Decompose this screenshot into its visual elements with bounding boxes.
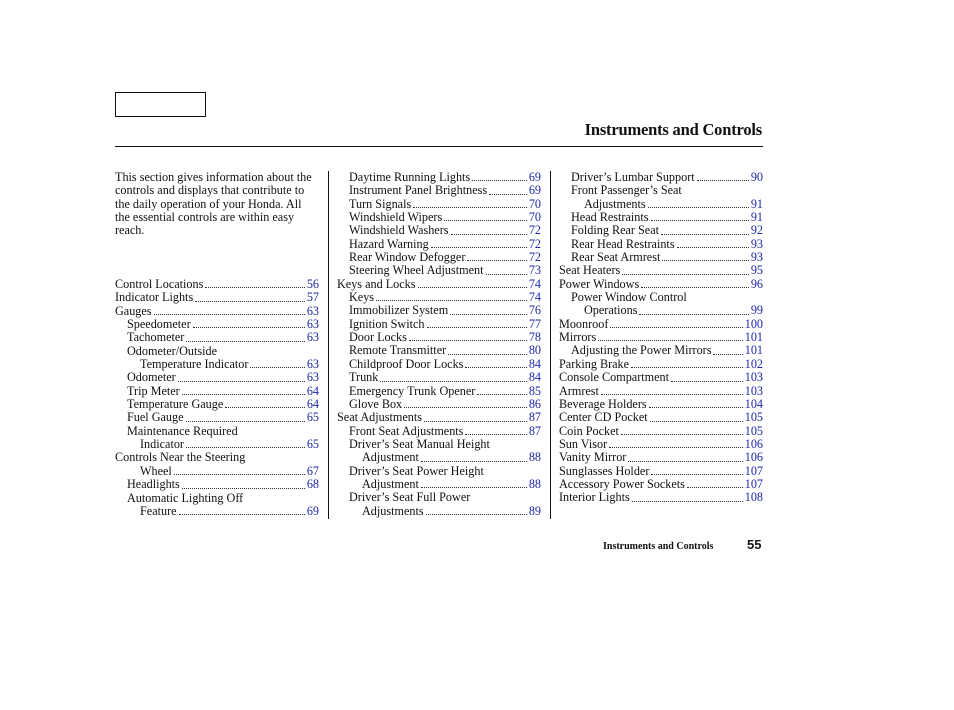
page-link[interactable]: 63 <box>306 357 319 372</box>
leader-dots <box>609 446 743 448</box>
page-link[interactable]: 76 <box>528 303 541 318</box>
index-entry[interactable] <box>337 344 541 357</box>
index-entry[interactable] <box>559 304 763 317</box>
index-entry-label: Accessory Power Sockets <box>559 476 685 491</box>
index-entry[interactable] <box>337 398 541 411</box>
leader-dots <box>421 460 527 462</box>
title-rule <box>115 146 763 147</box>
leader-dots <box>186 420 305 422</box>
index-entry-label: Vanity Mirror <box>559 450 627 465</box>
index-entry-label: Sun Visor <box>559 436 608 451</box>
index-entry-label: Keys and Locks <box>337 276 416 291</box>
leader-dots <box>628 460 742 462</box>
page-link[interactable]: 80 <box>528 343 541 358</box>
index-entry-label: Trunk <box>349 370 379 385</box>
page-link[interactable]: 69 <box>528 183 541 198</box>
index-entry[interactable] <box>559 264 763 277</box>
index-entry-label: Door Locks <box>349 330 407 345</box>
index-entry[interactable] <box>559 211 763 224</box>
page-link[interactable]: 84 <box>528 370 541 385</box>
page-link[interactable]: 88 <box>528 476 541 491</box>
page-link[interactable]: 72 <box>528 236 541 251</box>
index-entry-label: Driver’s Seat Full Power <box>349 490 471 505</box>
index-entry-label: Wheel <box>140 463 172 478</box>
index-entry[interactable] <box>559 478 763 491</box>
index-entry-label: Front Passenger’s Seat <box>571 183 682 198</box>
index-entry-label: Seat Heaters <box>559 263 621 278</box>
leader-dots <box>154 313 305 315</box>
index-entry[interactable] <box>559 451 763 464</box>
page-link[interactable]: 78 <box>528 330 541 345</box>
page-link[interactable]: 106 <box>744 436 763 451</box>
index-entry[interactable] <box>115 438 319 451</box>
index-entry-label: Windshield Washers <box>349 223 449 238</box>
leader-dots <box>413 206 527 208</box>
index-entry-label: Odometer <box>127 370 176 385</box>
intro-paragraph: This section gives information about the controls and displays that contribute to the daily operation of your Honda. All the essential controls are within easy reach. <box>115 170 312 238</box>
leader-dots <box>631 366 743 368</box>
index-entry-label: Automatic Lighting Off <box>127 490 244 505</box>
page-title: Instruments and Controls <box>584 120 762 139</box>
index-entry-label: Instrument Panel Brightness <box>349 183 488 198</box>
leader-dots <box>225 406 305 408</box>
index-entry-label: Seat Adjustments <box>337 410 422 425</box>
index-entry[interactable] <box>337 304 541 317</box>
leader-dots <box>677 246 749 248</box>
index-entry[interactable] <box>337 238 541 251</box>
leader-dots <box>205 286 304 288</box>
leader-dots <box>662 259 748 261</box>
index-entry-label: Moonroof <box>559 316 609 331</box>
index-entry-label: Rear Head Restraints <box>571 236 675 251</box>
leader-dots <box>467 259 526 261</box>
index-entry-label: Hazard Warning <box>349 236 429 251</box>
index-entry[interactable] <box>337 505 541 518</box>
page-link[interactable]: 86 <box>528 396 541 411</box>
leader-dots <box>427 326 527 328</box>
index-entry[interactable] <box>115 305 319 318</box>
page-link[interactable]: 63 <box>306 370 319 385</box>
page-link[interactable]: 74 <box>528 290 541 305</box>
index-entry[interactable] <box>337 318 541 331</box>
leader-dots <box>632 500 743 502</box>
index-entry[interactable] <box>559 198 763 211</box>
index-entry-label: Fuel Gauge <box>127 410 184 425</box>
column-divider <box>328 171 329 519</box>
index-entry-label: Driver’s Seat Power Height <box>349 463 484 478</box>
leader-dots <box>489 193 527 195</box>
index-entry[interactable] <box>559 278 763 291</box>
index-entry[interactable] <box>337 251 541 264</box>
index-entry[interactable] <box>559 238 763 251</box>
leader-dots <box>687 486 743 488</box>
leader-dots <box>610 326 742 328</box>
leader-dots <box>250 366 304 368</box>
index-entry[interactable] <box>115 398 319 411</box>
page-link[interactable]: 72 <box>528 223 541 238</box>
index-entry-label: Windshield Wipers <box>349 210 443 225</box>
leader-dots <box>418 286 527 288</box>
index-entry-label: Adjustments <box>584 196 646 211</box>
index-entry[interactable] <box>115 505 319 518</box>
index-entry[interactable] <box>115 478 319 491</box>
leader-dots <box>174 473 305 475</box>
index-entry[interactable] <box>559 171 763 184</box>
page-link[interactable]: 72 <box>528 250 541 265</box>
index-entry[interactable] <box>337 371 541 384</box>
page-link[interactable]: 63 <box>306 317 319 332</box>
index-entry[interactable] <box>115 385 319 398</box>
index-entry-label: Armrest <box>559 383 599 398</box>
leader-dots <box>421 486 527 488</box>
index-entry-label: Parking Brake <box>559 356 630 371</box>
leader-dots <box>639 313 748 315</box>
index-entry[interactable] <box>337 184 541 197</box>
index-entry[interactable] <box>559 251 763 264</box>
page-link[interactable]: 89 <box>528 503 541 518</box>
page-link[interactable]: 92 <box>750 223 763 238</box>
leader-dots <box>178 380 305 382</box>
index-entry <box>559 291 763 304</box>
index-column-1 <box>115 171 319 518</box>
page-link[interactable]: 63 <box>306 303 319 318</box>
index-entry <box>559 184 763 197</box>
index-entry-label: Temperature Indicator <box>140 357 249 372</box>
index-entry <box>337 465 541 478</box>
page-link[interactable]: 70 <box>528 210 541 225</box>
page-link[interactable]: 103 <box>744 370 763 385</box>
page-link[interactable]: 56 <box>306 277 319 291</box>
leader-dots <box>426 513 527 515</box>
leader-dots <box>649 406 743 408</box>
leader-dots <box>465 366 526 368</box>
page-link[interactable]: 100 <box>744 316 763 331</box>
leader-dots <box>380 380 526 382</box>
page-link[interactable]: 70 <box>528 196 541 211</box>
index-entry-label: Adjustment <box>362 450 419 465</box>
index-entry-label: Emergency Trunk Opener <box>349 383 476 398</box>
index-entry-label: Daytime Running Lights <box>349 170 471 184</box>
page-link[interactable]: 87 <box>528 410 541 425</box>
leader-dots <box>651 219 749 221</box>
page-link[interactable]: 67 <box>306 463 319 478</box>
index-entry-label: Controls Near the Steering <box>115 450 246 465</box>
index-entry-label: Adjusting the Power Mirrors <box>571 343 712 358</box>
index-column-3 <box>559 171 763 505</box>
index-entry[interactable] <box>337 278 541 291</box>
index-entry[interactable] <box>559 344 763 357</box>
leader-dots <box>186 340 304 342</box>
leader-dots <box>444 219 527 221</box>
page-link[interactable]: 105 <box>744 423 763 438</box>
page-link[interactable]: 57 <box>306 290 319 305</box>
index-entry[interactable] <box>115 358 319 371</box>
index-entry[interactable] <box>559 358 763 371</box>
leader-dots <box>661 233 749 235</box>
index-entry[interactable] <box>337 425 541 438</box>
index-entry[interactable] <box>115 291 319 304</box>
page-link[interactable]: 65 <box>306 410 319 425</box>
index-entry-label: Ignition Switch <box>349 316 425 331</box>
leader-dots <box>431 246 527 248</box>
leader-dots <box>650 420 743 422</box>
index-entry[interactable] <box>559 398 763 411</box>
index-entry[interactable] <box>337 198 541 211</box>
leader-dots <box>648 206 749 208</box>
index-entry-label: Keys <box>349 290 375 305</box>
index-entry[interactable] <box>337 291 541 304</box>
index-entry <box>115 345 319 358</box>
index-entry[interactable] <box>559 465 763 478</box>
index-entry[interactable] <box>115 465 319 478</box>
index-entry[interactable] <box>115 331 319 344</box>
index-entry-label: Driver’s Seat Manual Height <box>349 436 490 451</box>
leader-dots <box>641 286 749 288</box>
page-link[interactable]: 107 <box>744 463 763 478</box>
leader-dots <box>404 406 527 408</box>
section-tab-box <box>115 92 206 117</box>
page-number: 55 <box>747 537 762 552</box>
page-link[interactable]: 99 <box>750 303 763 318</box>
index-entry-label: Center CD Pocket <box>559 410 648 425</box>
index-entry-label: Interior Lights <box>559 490 630 505</box>
page-link[interactable]: 93 <box>750 250 763 265</box>
leader-dots <box>486 273 527 275</box>
leader-dots <box>182 487 305 489</box>
page-link[interactable]: 101 <box>744 330 763 345</box>
page-link[interactable]: 68 <box>306 477 319 492</box>
leader-dots <box>195 300 305 302</box>
leader-dots <box>451 233 527 235</box>
leader-dots <box>622 273 749 275</box>
index-entry-label: Front Seat Adjustments <box>349 423 464 438</box>
index-list-3 <box>559 171 763 505</box>
index-entry-label: Gauges <box>115 303 152 318</box>
page-link[interactable]: 104 <box>744 396 763 411</box>
page-link[interactable]: 105 <box>744 410 763 425</box>
index-entry-label: Headlights <box>127 477 180 492</box>
page-link[interactable]: 64 <box>306 397 319 412</box>
page-link[interactable]: 108 <box>744 490 763 505</box>
index-entry-label: Turn Signals <box>349 196 412 211</box>
page-link[interactable]: 107 <box>744 476 763 491</box>
index-entry-label: Feature <box>140 503 177 518</box>
page-link[interactable]: 95 <box>750 263 763 278</box>
footer-section-label: Instruments and Controls <box>603 541 714 552</box>
index-entry-label: Adjustment <box>362 476 419 491</box>
page-link[interactable]: 93 <box>750 236 763 251</box>
index-entry[interactable] <box>559 438 763 451</box>
index-entry[interactable] <box>337 385 541 398</box>
leader-dots <box>697 179 749 181</box>
leader-dots <box>376 299 527 301</box>
index-list-1 <box>115 278 319 518</box>
page-link[interactable]: 103 <box>744 383 763 398</box>
index-entry[interactable] <box>559 371 763 384</box>
index-entry[interactable] <box>337 411 541 424</box>
page-link[interactable]: 91 <box>750 210 763 225</box>
index-entry <box>337 491 541 504</box>
page-link[interactable]: 69 <box>306 503 319 518</box>
index-entry[interactable] <box>337 171 541 184</box>
index-entry-label: Remote Transmitter <box>349 343 447 358</box>
index-entry-label: Adjustments <box>362 503 424 518</box>
index-entry[interactable] <box>559 331 763 344</box>
leader-dots <box>409 339 527 341</box>
page-link[interactable]: 96 <box>750 276 763 291</box>
leader-dots <box>424 420 527 422</box>
page-link[interactable]: 101 <box>744 343 763 358</box>
index-entry-label: Beverage Holders <box>559 396 647 411</box>
index-entry[interactable] <box>115 278 319 291</box>
page-link[interactable]: 90 <box>750 170 763 184</box>
index-entry-label: Indicator <box>140 437 184 452</box>
index-entry <box>115 451 319 464</box>
page-link[interactable]: 69 <box>528 170 541 184</box>
leader-dots <box>450 313 527 315</box>
index-entry[interactable] <box>115 371 319 384</box>
index-entry-label: Immobilizer System <box>349 303 449 318</box>
leader-dots <box>193 326 305 328</box>
index-entry[interactable] <box>559 425 763 438</box>
index-entry[interactable] <box>115 411 319 424</box>
index-entry-label: Control Locations <box>115 277 204 291</box>
index-entry[interactable] <box>337 264 541 277</box>
page-link[interactable]: 77 <box>528 316 541 331</box>
page-link[interactable]: 106 <box>744 450 763 465</box>
index-entry[interactable] <box>337 224 541 237</box>
index-entry <box>115 425 319 438</box>
index-entry[interactable] <box>337 358 541 371</box>
index-entry-label: Temperature Gauge <box>127 397 224 412</box>
page-link[interactable]: 74 <box>528 276 541 291</box>
index-entry[interactable] <box>559 385 763 398</box>
index-entry-label: Folding Rear Seat <box>571 223 660 238</box>
page-link[interactable]: 91 <box>750 196 763 211</box>
leader-dots <box>477 393 526 395</box>
index-entry-label: Coin Pocket <box>559 423 619 438</box>
page-link[interactable]: 63 <box>306 330 319 345</box>
index-column-2 <box>337 171 541 518</box>
page-link[interactable]: 85 <box>528 383 541 398</box>
page-link[interactable]: 102 <box>744 356 763 371</box>
index-entry-label: Childproof Door Locks <box>349 356 464 371</box>
index-entry[interactable] <box>559 491 763 504</box>
page-link[interactable]: 88 <box>528 450 541 465</box>
leader-dots <box>179 513 305 515</box>
index-entry[interactable] <box>337 331 541 344</box>
page-link[interactable]: 87 <box>528 423 541 438</box>
leader-dots <box>448 353 527 355</box>
index-entry-label: Console Compartment <box>559 370 670 385</box>
column-divider <box>550 171 551 519</box>
index-entry-label: Rear Seat Armrest <box>571 250 661 265</box>
page-link[interactable]: 65 <box>306 437 319 452</box>
index-entry[interactable] <box>337 211 541 224</box>
leader-dots <box>598 339 742 341</box>
leader-dots <box>186 446 305 448</box>
page-link[interactable]: 73 <box>528 263 541 278</box>
index-entry-label: Maintenance Required <box>127 423 238 438</box>
index-list-2 <box>337 171 541 518</box>
index-entry-label: Mirrors <box>559 330 597 345</box>
leader-dots <box>713 353 742 355</box>
index-entry-label: Indicator Lights <box>115 290 194 305</box>
leader-dots <box>472 179 527 181</box>
index-entry-label: Trip Meter <box>127 383 180 398</box>
index-entry-label: Steering Wheel Adjustment <box>349 263 484 278</box>
index-entry[interactable] <box>337 478 541 491</box>
page-link[interactable]: 84 <box>528 356 541 371</box>
index-entry[interactable] <box>559 224 763 237</box>
leader-dots <box>465 433 526 435</box>
leader-dots <box>671 380 743 382</box>
index-entry-label: Power Windows <box>559 276 640 291</box>
index-entry <box>115 492 319 505</box>
index-entry[interactable] <box>559 411 763 424</box>
leader-dots <box>651 473 742 475</box>
index-entry-label: Tachometer <box>127 330 185 345</box>
page-link[interactable]: 64 <box>306 383 319 398</box>
index-entry[interactable] <box>559 318 763 331</box>
index-entry[interactable] <box>115 318 319 331</box>
index-entry-label: Head Restraints <box>571 210 649 225</box>
index-entry-label: Operations <box>584 303 638 318</box>
index-entry-label: Speedometer <box>127 317 191 332</box>
leader-dots <box>601 393 743 395</box>
index-entry-label: Glove Box <box>349 396 403 411</box>
index-entry-label: Driver’s Lumbar Support <box>571 170 695 184</box>
index-entry <box>337 438 541 451</box>
leader-dots <box>182 393 305 395</box>
index-entry-label: Rear Window Defogger <box>349 250 466 265</box>
index-entry-label: Sunglasses Holder <box>559 463 650 478</box>
index-entry-label: Odometer/Outside <box>127 343 218 358</box>
index-entry[interactable] <box>337 451 541 464</box>
leader-dots <box>621 433 743 435</box>
index-entry-label: Power Window Control <box>571 290 687 305</box>
